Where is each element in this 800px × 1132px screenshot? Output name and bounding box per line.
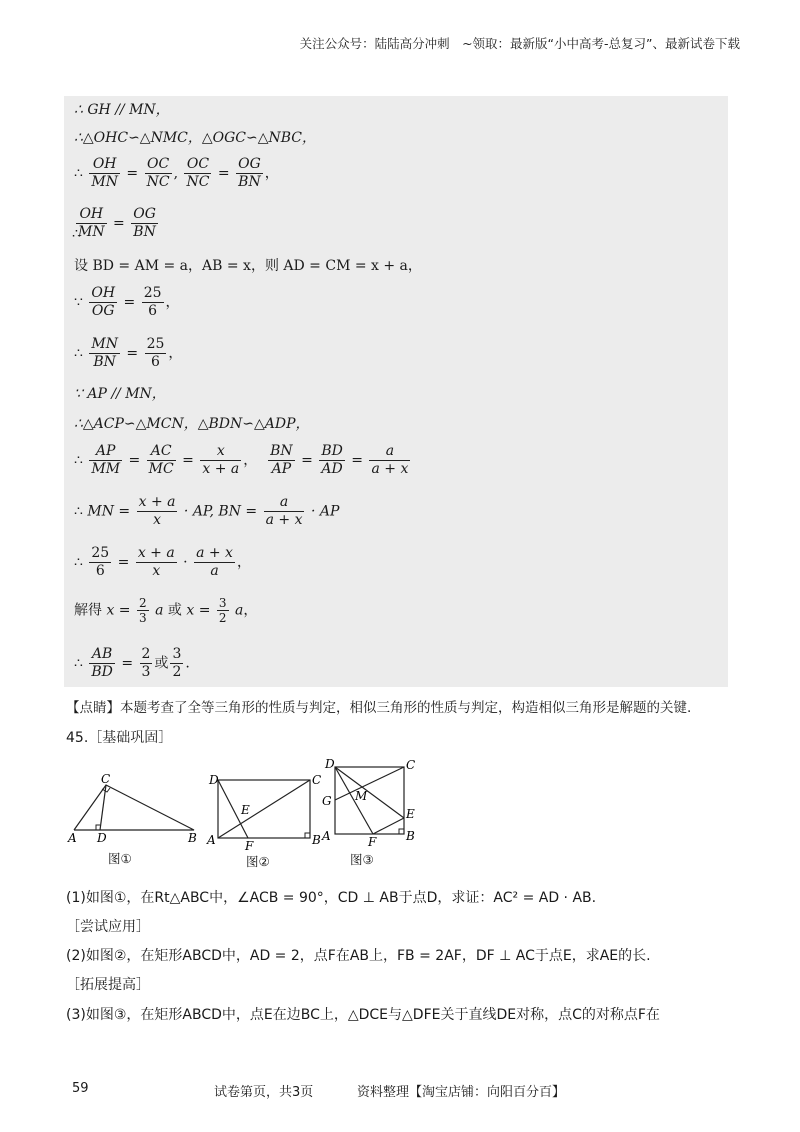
svg-text:C: C xyxy=(101,772,111,786)
solution-line-3: ∴ $\frac{OH}{MN}$ = $\frac{OC}{NC}$ , $\frac{OC}{NC}$ = $\frac{OG}{BN}$ ， xyxy=(74,156,279,190)
question-2: (2)如图②，在矩形ABCD中，AD = 2，点F在AB上，FB = 2AF，DF ⊥ AC于点E，求AE的长. xyxy=(66,948,651,964)
svg-text:B: B xyxy=(406,829,415,843)
solution-line-8: ∵ AP // MN， xyxy=(74,386,166,402)
solution-line-12: ∴ $\frac{25}{6}$ = $\frac{x + a}{x}$ · $\frac{a + x}{a}$ ， xyxy=(74,545,251,579)
figure-1-caption: 图① xyxy=(108,851,132,866)
solution-line-4: $\frac{OH}{MN}$ = $\frac{OG}{BN}$ xyxy=(78,206,156,240)
solution-line-6: ∵ $\frac{OH}{OG}$ = $\frac{25}{6}$ ， xyxy=(74,285,180,319)
svg-text:D: D xyxy=(97,831,107,845)
comment: 【点睛】本题考查了全等三角形的性质与判定，相似三角形的性质与判定，构造相似三角形是解题的关键. xyxy=(66,700,692,716)
solution-line-10: ∴ $\frac{AP}{MM}$ = $\frac{AC}{MC}$ = $\frac{x}{x + a}$ ， $\frac{BN}{AP}$ = $\frac{BD}{AD}$ = $\frac{a}{a + x}$ xyxy=(74,443,409,477)
svg-text:F: F xyxy=(245,839,254,850)
svg-text:M: M xyxy=(355,789,368,803)
problem-number: 45.［基础巩固］ xyxy=(66,730,173,746)
solution-line-11: ∴ MN = $\frac{x + a}{x}$ · AP, BN = $\frac{a}{a + x}$ · AP xyxy=(74,494,340,528)
svg-text:E: E xyxy=(406,807,415,821)
solution-line-1: ∴ GH // MN， xyxy=(74,102,170,118)
svg-text:B: B xyxy=(312,833,321,847)
section-try: ［尝试应用］ xyxy=(66,919,150,935)
question-1: (1)如图①，在Rt△ABC中，∠ACB = 90°，CD ⊥ AB于点D，求证：AC² = AD · AB. xyxy=(66,890,597,906)
footer-source: 资料整理【淘宝店铺：向阳百分百】 xyxy=(357,1085,566,1100)
solution-line-14: ∴ $\frac{AB}{BD}$ = $\frac{2}{3}$ 或 $\frac{3}{2}$ . xyxy=(74,646,190,680)
svg-text:D: D xyxy=(209,773,219,787)
solution-line-7: ∴ $\frac{MN}{BN}$ = $\frac{25}{6}$ ， xyxy=(74,336,183,370)
svg-text:E: E xyxy=(241,803,250,817)
solution-line-9: ∴△ACP∽△MCN，△BDN∽△ADP， xyxy=(74,416,310,432)
solution-line-5: 设 BD = AM = a，AB = x，则 AD = CM = x + a， xyxy=(74,258,422,274)
figure-3-caption: 图③ xyxy=(350,852,374,867)
question-3: (3)如图③，在矩形ABCD中，点E在边BC上，△DCE与△DFE关于直线DE对称，点C的对称点F在 xyxy=(66,1007,660,1023)
svg-text:G: G xyxy=(322,794,332,808)
page-number: 59 xyxy=(72,1081,89,1096)
svg-text:F: F xyxy=(368,835,377,848)
solution-line-2: ∴△OHC∽△NMC，△OGC∽△NBC， xyxy=(74,130,317,146)
figure-1 xyxy=(66,772,206,847)
section-expand: ［拓展提高］ xyxy=(66,977,150,993)
figure-2 xyxy=(204,770,324,850)
svg-text:A: A xyxy=(68,831,77,845)
page-header: 关注公众号：陆陆高分冲刺 ~领取：最新版“小中高考-总复习”、最新试卷下载 xyxy=(299,36,740,51)
svg-text:D: D xyxy=(325,757,335,771)
svg-text:B: B xyxy=(188,831,197,845)
therefore-symbol: ∴ xyxy=(74,165,83,182)
svg-text:A: A xyxy=(322,829,331,843)
figure-2-caption: 图② xyxy=(246,854,270,869)
svg-text:A: A xyxy=(207,833,216,847)
footer-page-info: 试卷第页，共3页 xyxy=(214,1085,314,1100)
figure-3 xyxy=(318,756,418,848)
svg-text:C: C xyxy=(312,773,322,787)
svg-text:C: C xyxy=(406,758,416,772)
solution-line-13: 解得 x = $\frac{2}{3}$ a 或 x = $\frac{3}{2}$ a， xyxy=(74,596,258,625)
